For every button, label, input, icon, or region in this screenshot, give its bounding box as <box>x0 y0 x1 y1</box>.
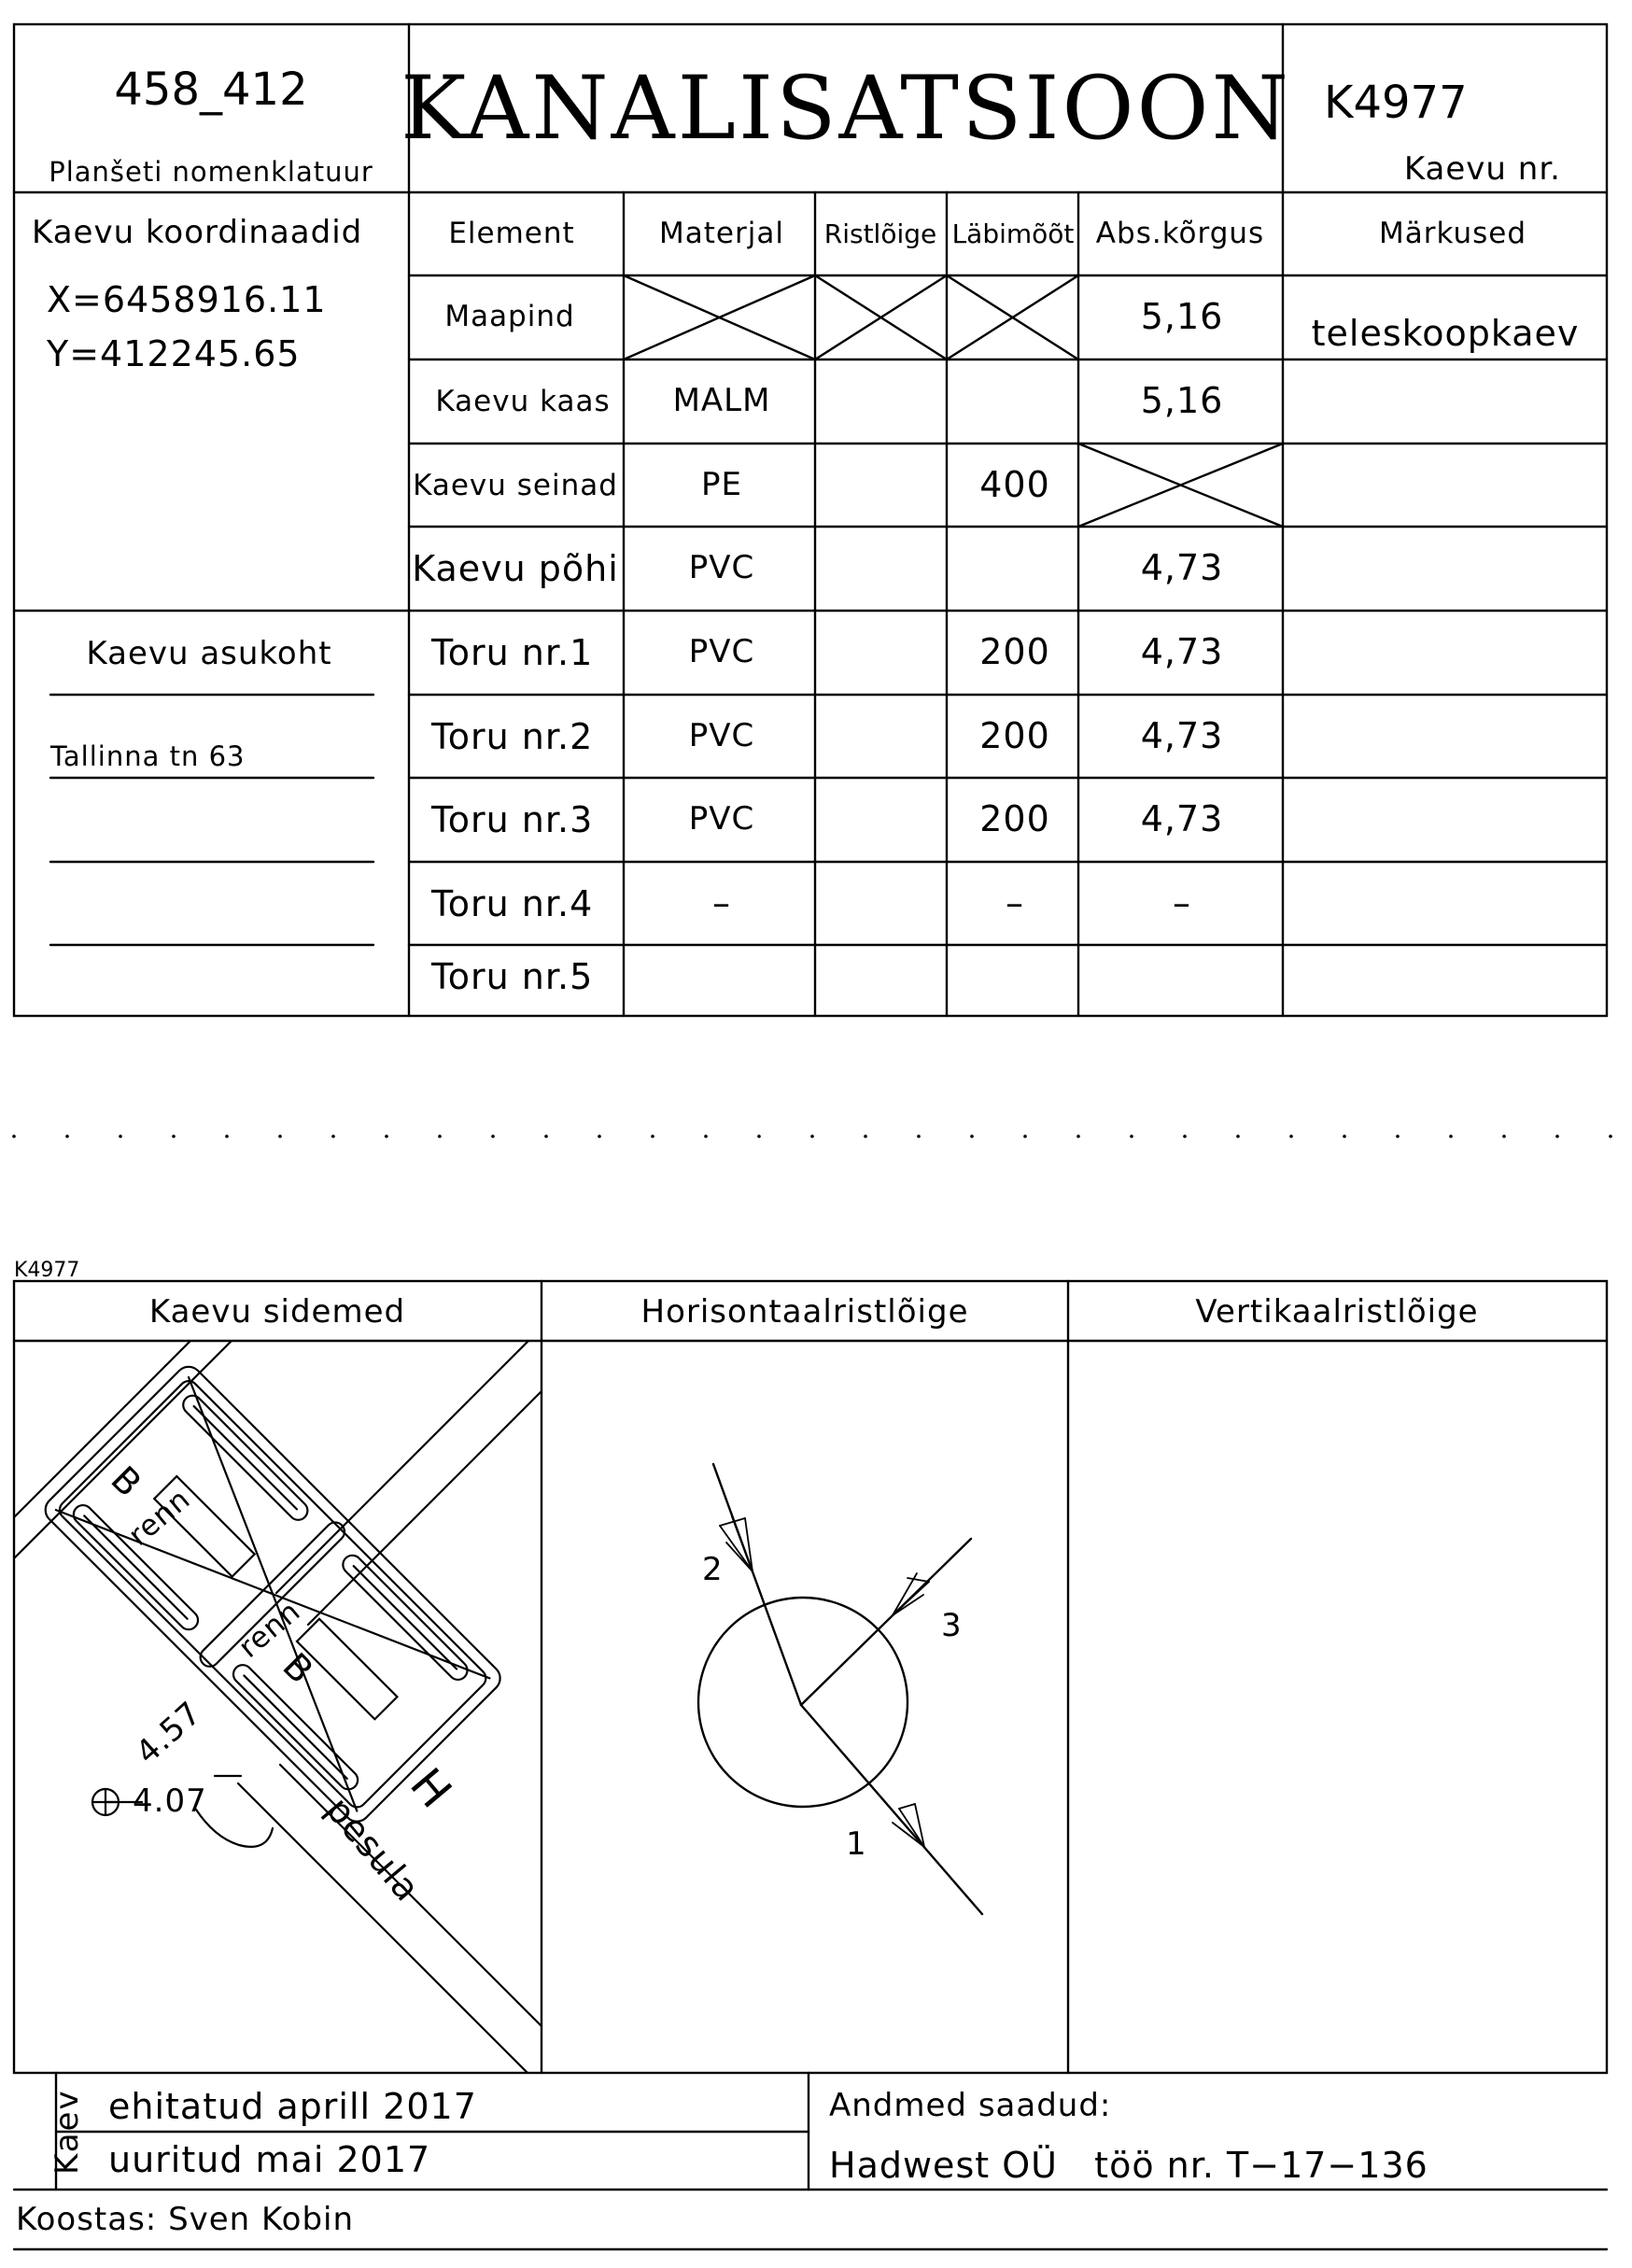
panel-title-vertical: Vertikaalristlõige <box>1195 1293 1479 1331</box>
renn-label: renn <box>232 1594 307 1665</box>
table-row-element: Kaevu seinad <box>413 469 618 502</box>
horizontal-section <box>698 1464 982 1914</box>
building-label-h: H <box>400 1758 462 1819</box>
coordinates-heading: Kaevu koordinaadid <box>32 214 363 251</box>
coordinate-x: X=6458916.11 <box>47 279 327 320</box>
table-row-material: PE <box>701 466 742 503</box>
table-row-elevation: 4,73 <box>1140 715 1224 756</box>
data-source: Hadwest OÜ töö nr. T−17−136 <box>829 2145 1428 2186</box>
built-date: ehitatud aprill 2017 <box>108 2086 477 2127</box>
grating-label-b: B <box>103 1458 150 1506</box>
pesula-label: pesula <box>317 1789 429 1909</box>
grating-label-b: B <box>274 1644 322 1693</box>
elevation-label: 4.07 <box>133 1782 207 1820</box>
site-sketch <box>14 1328 542 2087</box>
table-row-elevation: 5,16 <box>1140 296 1224 337</box>
elevation-label: 4.57 <box>128 1694 209 1772</box>
column-header-remarks: Märkused <box>1378 217 1527 250</box>
table-row-diameter: – <box>1006 882 1024 923</box>
sheet-number: 458_412 <box>114 63 308 116</box>
table-row-element: Toru nr.4 <box>431 883 594 924</box>
location-heading: Kaevu asukoht <box>86 635 332 672</box>
table-row-elevation: 4,73 <box>1140 547 1224 588</box>
table-row-elevation: 5,16 <box>1140 380 1224 421</box>
table-row-material: PVC <box>688 717 755 754</box>
coordinate-y: Y=412245.65 <box>47 333 301 374</box>
data-source-label: Andmed saadud: <box>829 2087 1112 2124</box>
column-header-material: Materjal <box>659 217 784 250</box>
well-label: Kaevu nr. <box>1403 150 1561 188</box>
page-title: KANALISATSIOON <box>401 58 1291 160</box>
table-row-material: – <box>712 882 731 923</box>
table-row-elevation: 4,73 <box>1140 631 1224 672</box>
location-address: Tallinna tn 63 <box>50 740 246 772</box>
dotted-separator <box>12 1134 1612 1138</box>
table-row-material: MALM <box>672 382 771 419</box>
pipe-number-3: 3 <box>941 1607 963 1644</box>
table-row-element: Toru nr.1 <box>431 632 594 673</box>
panel-title-horizontal: Horisontaalristlõige <box>640 1293 969 1331</box>
renn-label: renn <box>121 1482 197 1553</box>
table-row-element: Toru nr.5 <box>431 956 594 997</box>
table-row-diameter: 200 <box>979 798 1050 839</box>
table-row-element: Toru nr.3 <box>431 799 594 840</box>
table-row-material: PVC <box>688 800 755 838</box>
footer-side-label: Kaev <box>49 2089 86 2175</box>
sketch-well-id: K4977 <box>14 1259 80 1282</box>
table-row-material: PVC <box>688 633 755 670</box>
table-row-material: PVC <box>688 549 755 586</box>
surveyed-date: uuritud mai 2017 <box>108 2139 431 2180</box>
sheet-label: Planšeti nomenklatuur <box>49 156 373 188</box>
table-row-diameter: 200 <box>979 631 1050 672</box>
table-row-diameter: 400 <box>979 464 1050 505</box>
column-header-diameter: Läbimõõt <box>951 218 1075 249</box>
table-row-element: Maapind <box>444 300 575 333</box>
well-id: K4977 <box>1324 77 1468 129</box>
column-header-element: Element <box>448 217 575 250</box>
table-row-element: Kaevu kaas <box>435 385 611 418</box>
author: Koostas: Sven Kobin <box>16 2201 355 2238</box>
column-header-elevation: Abs.kõrgus <box>1095 217 1265 250</box>
table-row-remark: teleskoopkaev <box>1311 313 1580 354</box>
table-row-diameter: 200 <box>979 715 1050 756</box>
table-row-elevation: – <box>1173 882 1191 923</box>
pipe-number-2: 2 <box>702 1551 724 1588</box>
table-row-elevation: 4,73 <box>1140 798 1224 839</box>
column-header-section: Ristlõige <box>823 218 937 249</box>
table-row-element: Toru nr.2 <box>431 716 594 757</box>
pipe-number-1: 1 <box>846 1825 867 1863</box>
panel-title-site: Kaevu sidemed <box>148 1293 406 1331</box>
table-row-element: Kaevu põhi <box>412 548 619 589</box>
